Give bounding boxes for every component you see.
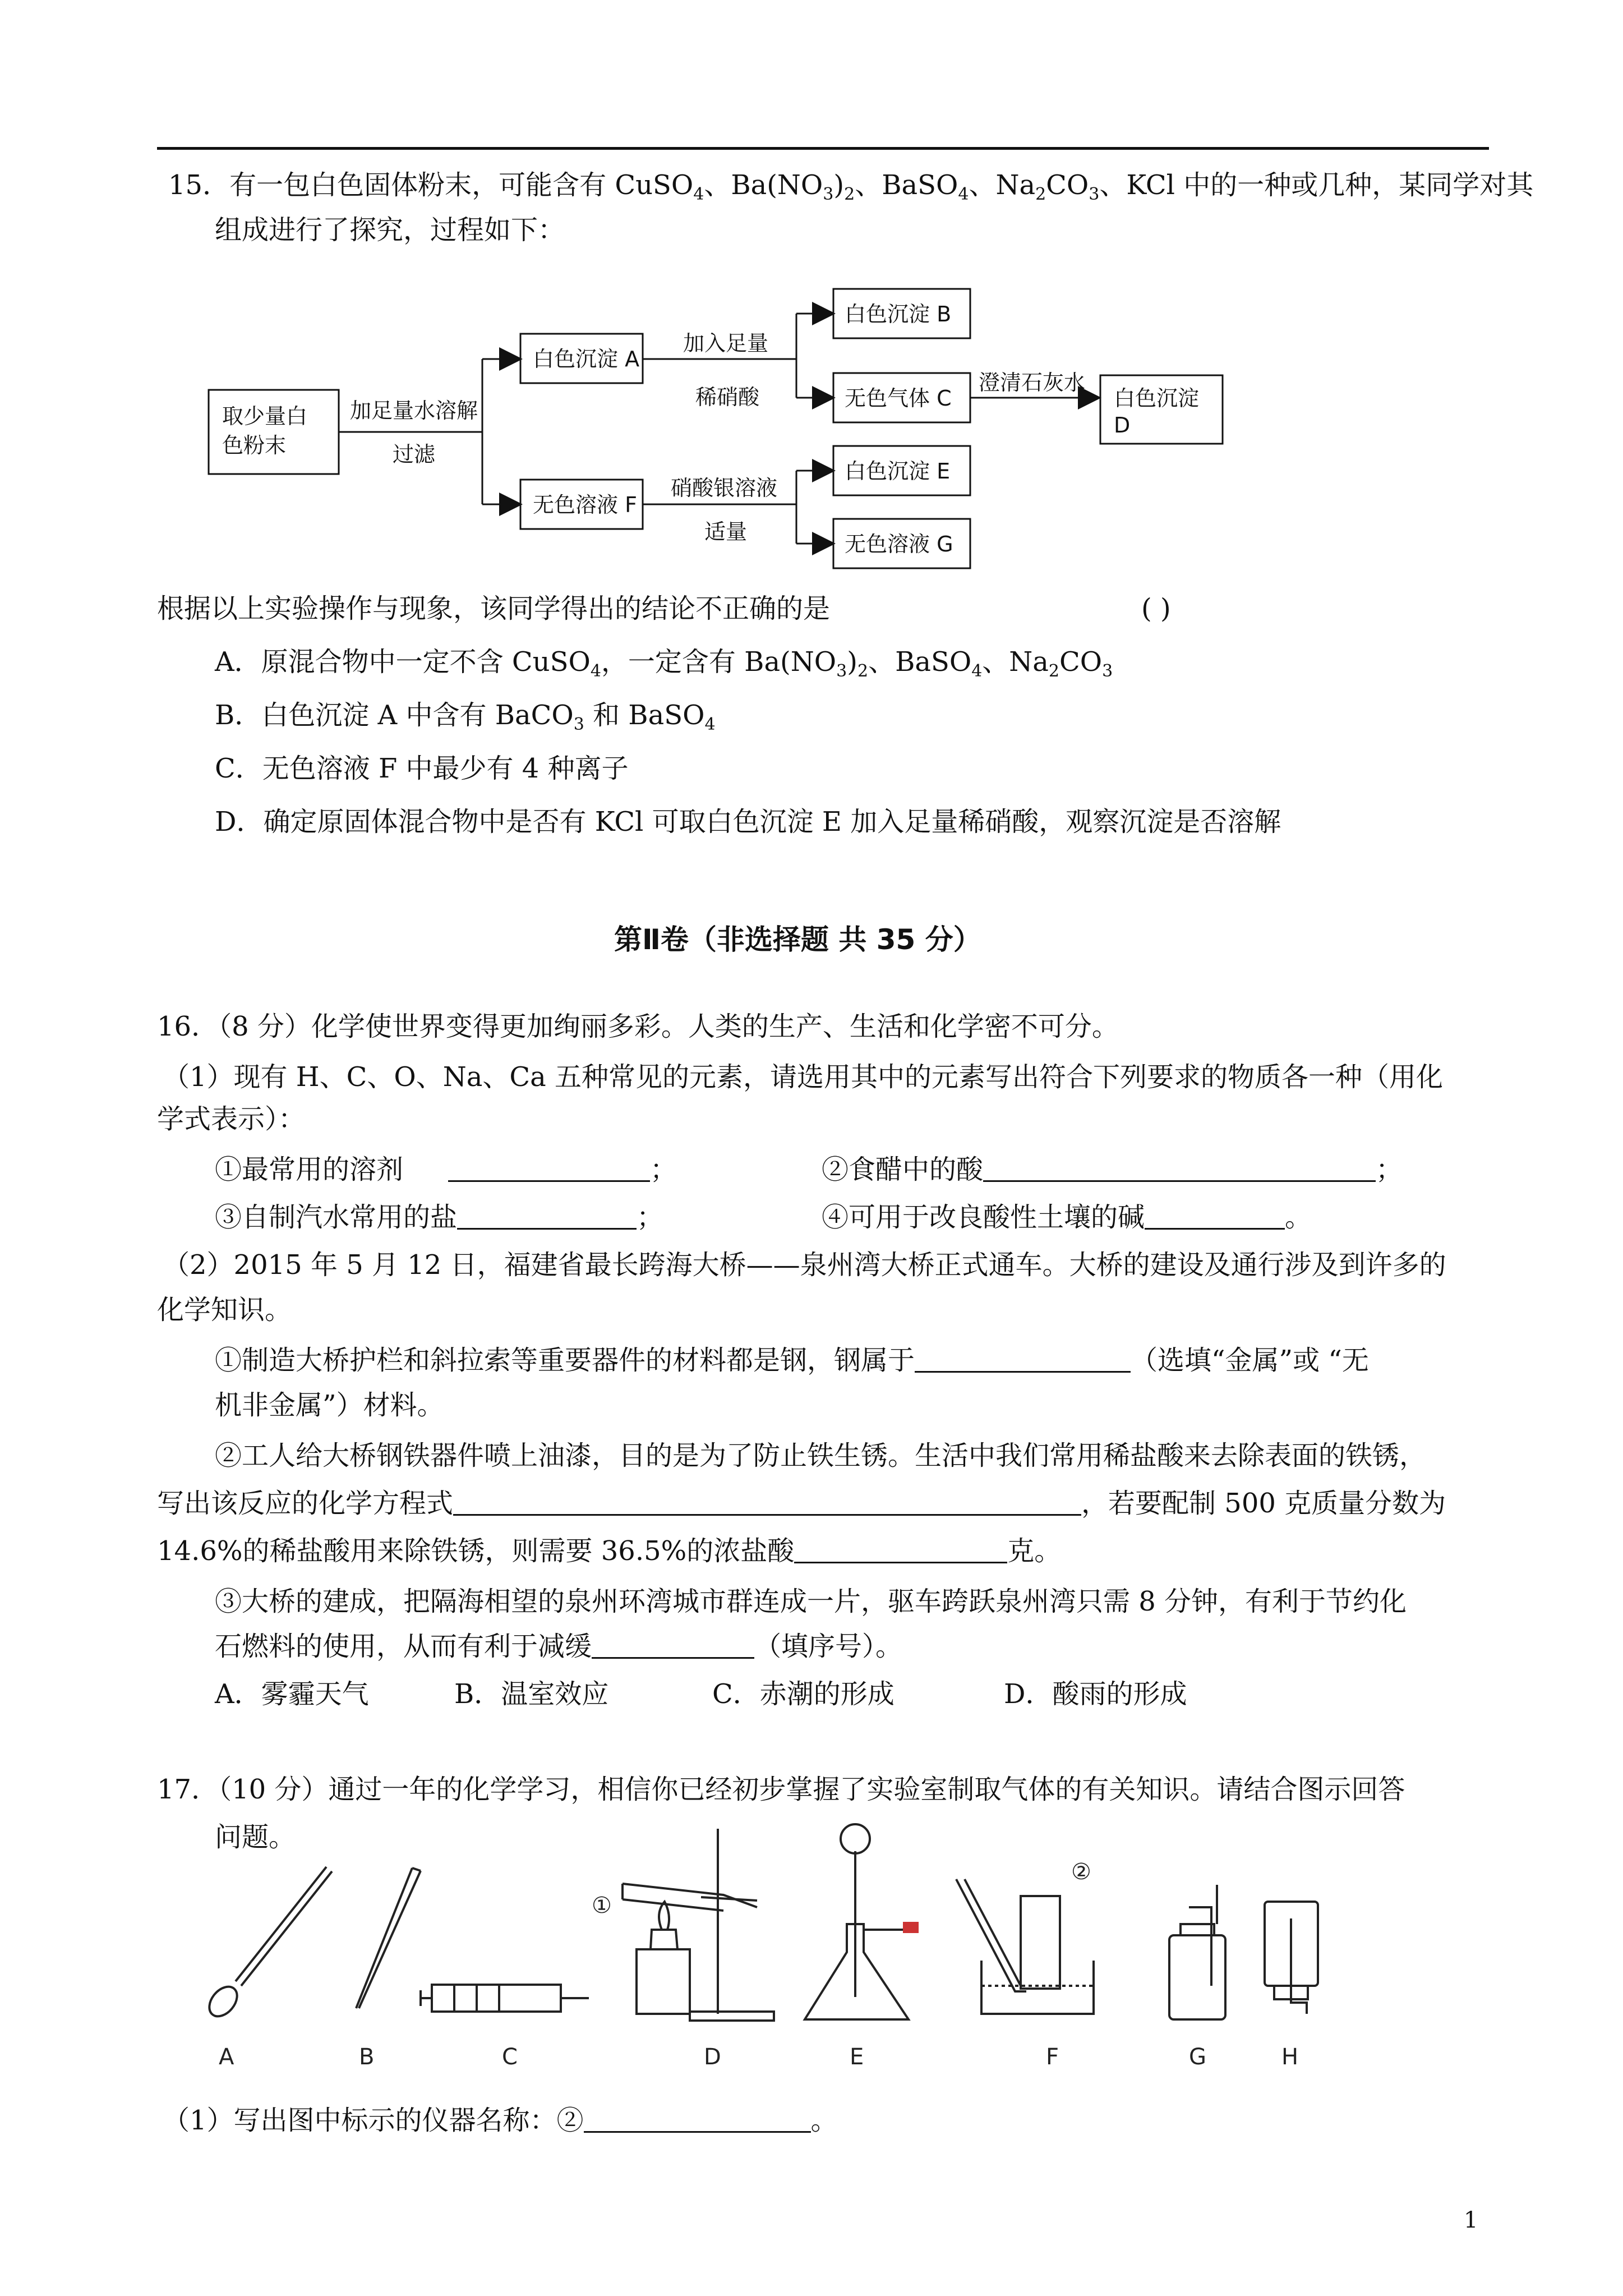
q15-question: 根据以上实验操作与现象，该同学得出的结论不正确的是 (157, 593, 831, 624)
q16-item-2: ②食醋中的酸 ； (822, 1154, 1403, 1185)
blank-6[interactable] (453, 1488, 1081, 1516)
flow-ppt-b: 白色沉淀 B (845, 302, 952, 326)
q16-item-1: ①最常用的溶剂 ； (215, 1154, 677, 1185)
blank-3[interactable] (457, 1202, 637, 1230)
flow-step4-bottom: 适量 (704, 519, 748, 544)
q17-sub1: （1）写出图中标示的仪器名称：② 。 (163, 2105, 838, 2136)
q16-part1-line1: （1）现有 H、C、O、Na、Ca 五种常见的元素，请选用其中的元素写出符合下列要求的物质各一种（用化 (163, 1061, 1443, 1093)
apparatus-f-water-trough (956, 1879, 1094, 2014)
flow-step1-bottom: 过滤 (393, 442, 436, 467)
label-g: G (1189, 2044, 1206, 2070)
flow-ppt-e: 白色沉淀 E (845, 459, 951, 484)
q15-option-b: B．白色沉淀 A 中含有 BaCO$_3$ 和 BaSO$_4$ (215, 700, 716, 734)
label-h: H (1281, 2044, 1299, 2070)
q16-2-3-line1: ③大桥的建成，把隔海相望的泉州环湾城市群连成一片，驱车跨跃泉州湾只需 8 分钟，有利于节约化 (215, 1586, 1407, 1617)
q16-2-1-line1: ①制造大桥护栏和斜拉索等重要器件的材料都是钢，钢属于 （选填“金属”或 “无 (215, 1345, 1369, 1376)
flow-ppt-a: 白色沉淀 A (533, 347, 640, 371)
flow-start-l1: 取少量白 (222, 404, 308, 429)
q16-2-2-line3: 14.6%的稀盐酸用来除铁锈，则需要 36.5%的浓盐酸 克。 (157, 1535, 1062, 1567)
q16-part1-line2: 学式表示）： (157, 1103, 306, 1135)
flow-ppt-d-l1: 白色沉淀 (1114, 386, 1200, 411)
blank-9[interactable] (584, 2105, 811, 2133)
apparatus-b-tweezers (356, 1868, 421, 2008)
q16-option-b: B．温室效应 (454, 1678, 609, 1710)
apparatus-g-bottle (1169, 1885, 1225, 2019)
flow-start-l2: 色粉末 (222, 433, 287, 458)
q16-option-c: C．赤潮的形成 (712, 1678, 895, 1710)
blank-1[interactable] (448, 1154, 650, 1182)
flow-ppt-d-l2: D (1114, 413, 1131, 438)
q15-stem-line2: 组成进行了探究，过程如下： (215, 214, 565, 246)
q15-option-d: D．确定原固体混合物中是否有 KCl 可取白色沉淀 E 加入足量稀硝酸，观察沉淀是否溶解 (215, 806, 1281, 838)
flow-step4-top: 硝酸银溶液 (671, 476, 778, 500)
q16-item-3: ③自制汽水常用的盐 ； (215, 1202, 664, 1233)
section-title: 第Ⅱ卷（非选择题 共 35 分） (614, 923, 981, 956)
flow-step1-top: 加足量水溶解 (350, 398, 478, 423)
q15-option-c: C．无色溶液 F 中最少有 4 种离子 (215, 753, 629, 784)
flow-gas-c: 无色气体 C (845, 386, 952, 411)
label-c: C (502, 2044, 518, 2070)
q17-stem-line2: 问题。 (215, 1821, 296, 1853)
q16-part2-line2: 化学知识。 (157, 1294, 292, 1326)
q17-apparatus (196, 1818, 1352, 2076)
flow-box-start (209, 390, 339, 474)
flow-step2-top: 加入足量 (683, 331, 769, 356)
flow-sol-g: 无色溶液 G (845, 532, 953, 556)
flow-sol-f: 无色溶液 F (533, 493, 637, 517)
apparatus-d-heating-setup (623, 1829, 774, 2021)
header-rule (157, 147, 1489, 150)
blank-7[interactable] (794, 1536, 1007, 1563)
q16-2-1-line2: 机非金属”）材料。 (215, 1389, 444, 1421)
apparatus-c-syringe (421, 1985, 589, 2012)
flow-step2-bottom: 稀硝酸 (695, 385, 760, 409)
apparatus-h-bottle (1265, 1902, 1318, 2014)
q16-2-2-line2: 写出该反应的化学方程式 ，若要配制 500 克质量分数为 (157, 1488, 1446, 1519)
q16-2-2-line1: ②工人给大桥钢铁器件喷上油漆，目的是为了防止铁生锈。生活中我们常用稀盐酸来去除表面的铁锈， (215, 1440, 1427, 1471)
apparatus-e-flask (805, 1824, 917, 2019)
blank-2[interactable] (983, 1154, 1376, 1182)
label-b: B (359, 2044, 375, 2070)
blank-5[interactable] (915, 1345, 1131, 1373)
label-e: E (850, 2044, 864, 2070)
label-d: D (704, 2044, 721, 2070)
mark-1: ① (592, 1893, 612, 1918)
flow-step3: 澄清石灰水 (979, 370, 1086, 395)
q15-answer-paren: ( ) (1141, 593, 1171, 624)
q15-stem-line1: 15．有一包白色固体粉末，可能含有 CuSO$_4$、$Ba(NO_3)_2$、BaSO$_4$、$Na_2CO_3$、KCl 中的一种或几种，某同学对其 (168, 169, 1534, 204)
q16-stem: 16．（8 分）化学使世界变得更加绚丽多彩。人类的生产、生活和化学密不可分。 (157, 1011, 1119, 1042)
blank-4[interactable] (1145, 1202, 1285, 1230)
q15-flowchart (202, 278, 1122, 583)
q16-option-a: A．雾霾天气 (215, 1678, 369, 1710)
q17-stem-line1: 17．（10 分）通过一年的化学学习，相信你已经初步掌握了实验室制取气体的有关知识。请结合图示回答 (157, 1774, 1405, 1805)
q15-option-a: A．原混合物中一定不含 CuSO$_4$，一定含有 $Ba(NO_3)_2$、BaSO$_4$、$Na_2CO_3$ (215, 646, 1113, 681)
label-a: A (219, 2044, 234, 2070)
apparatus-a-spoon (204, 1867, 332, 2022)
q16-item-4: ④可用于改良酸性土壤的碱 。 (822, 1202, 1312, 1233)
q16-2-3-line2: 石燃料的使用，从而有利于减缓 （填序号）。 (215, 1631, 903, 1662)
q16-part2-line1: （2）2015 年 5 月 12 日，福建省最长跨海大桥——泉州湾大桥正式通车。大桥的建设及通行涉及到许多的 (163, 1249, 1446, 1281)
blank-8[interactable] (592, 1631, 754, 1659)
flow-box-d (1099, 374, 1225, 447)
q16-option-d: D．酸雨的形成 (1004, 1678, 1187, 1710)
label-f: F (1046, 2044, 1059, 2070)
mark-2: ② (1071, 1859, 1091, 1885)
page-number: 1 (1464, 2207, 1478, 2233)
